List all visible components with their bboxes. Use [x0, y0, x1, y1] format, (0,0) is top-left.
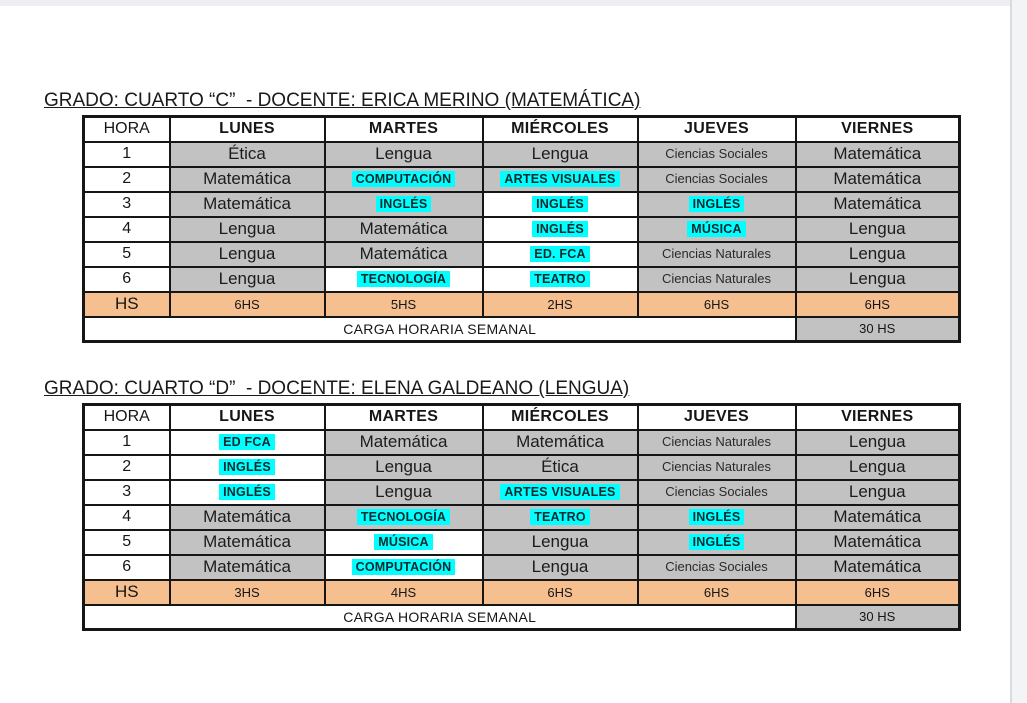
subject-cell [325, 505, 483, 530]
subject-cell [796, 480, 960, 505]
subject-label: Matemática [833, 169, 922, 188]
subject-cell [170, 242, 325, 267]
subject-label: Matemática [359, 432, 448, 451]
subject-cell [483, 142, 638, 167]
subject-label: Matemática [359, 219, 448, 238]
hs-day-total: 4HS [325, 580, 483, 605]
subject-cell [483, 505, 638, 530]
subject-cell [483, 217, 638, 242]
schedule-table-cuarto-c [82, 115, 961, 343]
subject-label: Lengua [848, 219, 906, 238]
subject-cell [796, 167, 960, 192]
subject-cell [170, 142, 325, 167]
subject-cell [483, 430, 638, 455]
subject-cell [638, 192, 796, 217]
subject-label: INGLÉS [219, 459, 275, 475]
subject-label: Ciencias Sociales [665, 484, 768, 499]
subject-label: Matemática [833, 507, 922, 526]
subject-label: ED FCA [219, 434, 275, 450]
day-header-jueves: JUEVES [638, 405, 796, 430]
hour-number: 4 [84, 505, 170, 530]
subject-cell [325, 167, 483, 192]
subject-cell [796, 555, 960, 580]
day-header-miércoles: MIÉRCOLES [483, 405, 638, 430]
subject-label: ARTES VISUALES [500, 484, 619, 500]
hs-totals-row [84, 292, 960, 317]
subject-cell [638, 242, 796, 267]
page-top-strip [0, 0, 1027, 6]
subject-cell [170, 480, 325, 505]
schedule-section-cuarto-c [44, 90, 961, 343]
subject-label: MÚSICA [374, 534, 433, 550]
subject-label: INGLÉS [689, 534, 745, 550]
subject-cell [638, 217, 796, 242]
subject-label: ARTES VISUALES [500, 171, 619, 187]
day-header-miércoles: MIÉRCOLES [483, 117, 638, 142]
subject-cell [170, 217, 325, 242]
subject-label: TECNOLOGÍA [357, 271, 450, 287]
subject-label: ED. FCA [530, 246, 589, 262]
hs-day-total: 6HS [170, 292, 325, 317]
hour-number: 2 [84, 455, 170, 480]
subject-cell [170, 505, 325, 530]
subject-label: Lengua [375, 144, 432, 163]
subject-cell [325, 530, 483, 555]
hs-day-total: 6HS [796, 292, 960, 317]
subject-label: Lengua [848, 482, 906, 501]
schedule-row [84, 555, 960, 580]
subject-label: Ciencias Sociales [665, 146, 768, 161]
subject-label: Ciencias Naturales [661, 271, 772, 286]
weekly-load-total: 30 HS [796, 605, 960, 630]
hour-number: 1 [84, 430, 170, 455]
subject-cell [483, 242, 638, 267]
subject-label: COMPUTACIÓN [352, 559, 456, 575]
hs-day-total: 5HS [325, 292, 483, 317]
subject-cell [483, 555, 638, 580]
subject-cell [170, 267, 325, 292]
subject-label: Ciencias Naturales [661, 459, 772, 474]
hs-day-total: 6HS [638, 292, 796, 317]
subject-label: Ética [541, 457, 579, 476]
subject-label: INGLÉS [376, 196, 432, 212]
subject-cell [638, 530, 796, 555]
table-title-cuarto-c: GRADO: CUARTO “C” - DOCENTE: ERICA MERINO (MATEMÁTICA) [44, 90, 641, 111]
hour-number: 5 [84, 530, 170, 555]
subject-label: Lengua [218, 244, 276, 263]
subject-label: Lengua [848, 432, 906, 451]
subject-cell [796, 267, 960, 292]
subject-label: Ciencias Naturales [661, 434, 772, 449]
subject-cell [796, 505, 960, 530]
schedule-row [84, 192, 960, 217]
schedule-row [84, 530, 960, 555]
hs-row-label: HS [84, 292, 170, 317]
subject-label: Matemática [203, 194, 291, 213]
schedule-row [84, 480, 960, 505]
subject-label: INGLÉS [532, 221, 588, 237]
subject-cell [325, 555, 483, 580]
hour-number: 6 [84, 555, 170, 580]
hora-header: HORA [84, 117, 170, 142]
subject-label: Matemática [203, 557, 291, 576]
hs-totals-row [84, 580, 960, 605]
subject-label: Matemática [516, 432, 604, 451]
hour-number: 3 [84, 480, 170, 505]
subject-cell [325, 267, 483, 292]
day-header-viernes: VIERNES [796, 117, 960, 142]
weekly-load-row [84, 605, 960, 630]
subject-cell [325, 455, 483, 480]
subject-cell [483, 455, 638, 480]
subject-label: Lengua [848, 457, 906, 476]
day-header-viernes: VIERNES [796, 405, 960, 430]
subject-cell [483, 530, 638, 555]
subject-label: Ciencias Sociales [665, 171, 768, 186]
subject-label: INGLÉS [532, 196, 588, 212]
subject-label: Lengua [218, 219, 276, 238]
subject-cell [638, 167, 796, 192]
schedule-row [84, 505, 960, 530]
subject-cell [325, 192, 483, 217]
subject-cell [796, 192, 960, 217]
subject-label: Lengua [531, 144, 589, 163]
weekly-load-row [84, 317, 960, 342]
subject-label: Matemática [833, 144, 922, 163]
day-header-jueves: JUEVES [638, 117, 796, 142]
schedule-table-cuarto-d [82, 403, 961, 631]
hs-day-total: 2HS [483, 292, 638, 317]
day-header-lunes: LUNES [170, 117, 325, 142]
hs-day-total: 6HS [796, 580, 960, 605]
subject-label: Matemática [203, 507, 291, 526]
subject-cell [638, 430, 796, 455]
hs-day-total: 6HS [638, 580, 796, 605]
hs-row-label: HS [84, 580, 170, 605]
page-right-edge [1010, 0, 1027, 703]
subject-label: COMPUTACIÓN [352, 171, 456, 187]
subject-cell [483, 480, 638, 505]
subject-cell [170, 430, 325, 455]
subject-cell [796, 455, 960, 480]
subject-cell [796, 430, 960, 455]
subject-cell [170, 455, 325, 480]
subject-label: TECNOLOGÍA [357, 509, 450, 525]
subject-label: MÚSICA [687, 221, 746, 237]
subject-cell [483, 192, 638, 217]
schedule-row [84, 242, 960, 267]
subject-label: Matemática [203, 532, 291, 551]
subject-label: Lengua [375, 482, 432, 501]
subject-cell [638, 480, 796, 505]
subject-label: Lengua [848, 244, 906, 263]
header-row [84, 405, 960, 430]
subject-cell [638, 142, 796, 167]
weekly-load-total: 30 HS [796, 317, 960, 342]
subject-label: Lengua [218, 269, 276, 288]
hora-header: HORA [84, 405, 170, 430]
subject-label: Matemática [359, 244, 448, 263]
subject-label: Lengua [375, 457, 432, 476]
table-title-cuarto-d: GRADO: CUARTO “D” - DOCENTE: ELENA GALDEANO (LENGUA) [44, 378, 630, 399]
subject-cell [796, 530, 960, 555]
subject-cell [170, 167, 325, 192]
subject-label: Ética [228, 144, 266, 163]
subject-cell [638, 555, 796, 580]
subject-label: Lengua [531, 532, 589, 551]
hour-number: 1 [84, 142, 170, 167]
subject-cell [325, 142, 483, 167]
schedule-row [84, 142, 960, 167]
day-header-martes: MARTES [325, 405, 483, 430]
subject-cell [638, 505, 796, 530]
schedule-row [84, 217, 960, 242]
subject-label: TEATRO [530, 271, 590, 287]
subject-cell [483, 167, 638, 192]
subject-cell [170, 530, 325, 555]
hour-number: 2 [84, 167, 170, 192]
subject-cell [796, 142, 960, 167]
subject-cell [483, 267, 638, 292]
hour-number: 4 [84, 217, 170, 242]
subject-cell [638, 267, 796, 292]
schedule-row [84, 267, 960, 292]
subject-cell [170, 192, 325, 217]
hour-number: 5 [84, 242, 170, 267]
subject-cell [796, 217, 960, 242]
subject-label: Matemática [833, 194, 922, 213]
weekly-load-label: CARGA HORARIA SEMANAL [84, 605, 796, 630]
hs-day-total: 6HS [483, 580, 638, 605]
subject-label: Lengua [531, 557, 589, 576]
subject-cell [325, 217, 483, 242]
subject-label: Lengua [848, 269, 906, 288]
subject-label: INGLÉS [689, 196, 745, 212]
subject-label: INGLÉS [689, 509, 745, 525]
schedule-row [84, 167, 960, 192]
subject-label: INGLÉS [219, 484, 275, 500]
subject-label: Matemática [833, 532, 922, 551]
day-header-martes: MARTES [325, 117, 483, 142]
hour-number: 3 [84, 192, 170, 217]
hour-number: 6 [84, 267, 170, 292]
subject-label: Ciencias Sociales [665, 559, 768, 574]
schedule-section-cuarto-d [44, 378, 961, 631]
subject-cell [325, 242, 483, 267]
schedule-row [84, 430, 960, 455]
weekly-load-label: CARGA HORARIA SEMANAL [84, 317, 796, 342]
header-row [84, 117, 960, 142]
subject-label: TEATRO [530, 509, 590, 525]
subject-cell [325, 430, 483, 455]
subject-label: Ciencias Naturales [661, 246, 772, 261]
subject-cell [170, 555, 325, 580]
subject-cell [325, 480, 483, 505]
schedule-row [84, 455, 960, 480]
day-header-lunes: LUNES [170, 405, 325, 430]
subject-cell [638, 455, 796, 480]
subject-cell [796, 242, 960, 267]
subject-label: Matemática [203, 169, 291, 188]
subject-label: Matemática [833, 557, 922, 576]
hs-day-total: 3HS [170, 580, 325, 605]
